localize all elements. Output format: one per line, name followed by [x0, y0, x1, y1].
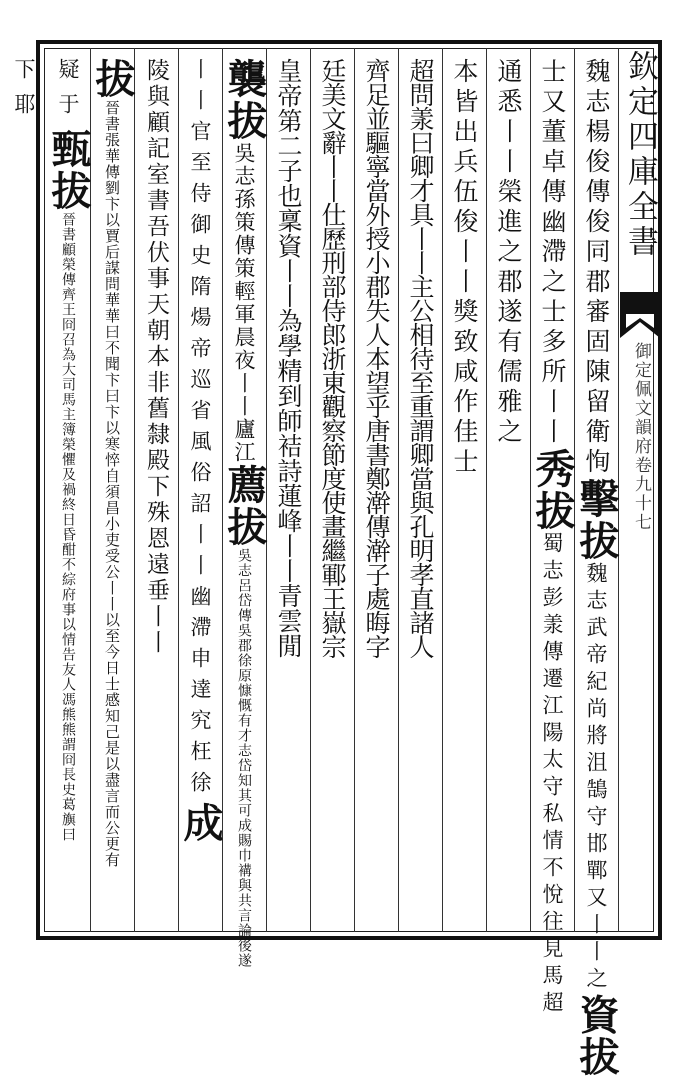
column-text: 疑于 — [56, 58, 80, 128]
text-column-11 — [134, 58, 178, 928]
text-column-7 — [310, 58, 354, 928]
column-text: 超問羕曰卿才具丨丨主公相待至重謂卿當與孔明孝直諸人 — [406, 58, 435, 658]
text-column-8 — [266, 58, 310, 928]
column-text: 魏志楊俊傳俊同郡審固陳留衛恂 — [582, 58, 611, 478]
book-title-text: 欽定四庫全書 — [622, 50, 658, 260]
text-column-12 — [90, 58, 134, 928]
text-column-4 — [442, 58, 486, 928]
text-column-2 — [529, 58, 576, 1018]
column-text: 蜀志彭羕傳遷江陽太守私情不悅往見馬超 — [540, 532, 564, 1018]
column-text: 陵與顧記室書吾伏事天朝本非舊隸殿下殊恩遠垂丨丨 — [143, 58, 169, 656]
column-text: 本皆出兵伍俊丨丨獎致咸作佳士 — [450, 58, 479, 478]
column-text: 廷美文辭丨丨仕歷刑部侍郎浙東觀察節度使畫繼鄆王嶽宗 — [318, 58, 347, 658]
entry-heading: 資拔 — [573, 994, 620, 1078]
entry-heading: 擊拔 — [573, 478, 620, 562]
text-column-14 — [2, 58, 42, 928]
text-column-13 — [46, 58, 90, 928]
text-column-9 — [221, 58, 268, 968]
column-text: 吳志呂岱傳吳郡徐原慷慨有才志岱知其可成賜巾褠與共言論後遂 — [236, 548, 252, 968]
volume-label — [624, 342, 658, 542]
column-text: 丨丨官至侍御史隋煬帝巡省風俗詔丨丨幽滯申達究枉徐 — [188, 58, 212, 802]
text-column-10 — [178, 58, 222, 928]
entry-heading: 襲拔 — [221, 58, 268, 142]
text-column-6 — [354, 58, 398, 928]
column-text: 皇帝第二子也稟資丨丨為學精到師袺詩蓮峰丨丨青雲閒 — [274, 58, 303, 658]
text-column-5 — [398, 58, 442, 928]
book-title — [618, 50, 662, 300]
entry-heading: 甄拔 — [45, 128, 92, 212]
text-column-1 — [573, 58, 620, 1078]
column-text: 士又董卓傳幽滯之士多所丨丨 — [538, 58, 567, 448]
column-text: 下耶 — [12, 58, 36, 128]
column-text: 晉書張華傳劉卞以賈后謀問華華曰不聞卞曰卞以寒悴自須昌小吏受公丨丨以至今日士感知己是以盡言而公更有 — [103, 100, 121, 868]
volume-text: 卷九十七 — [631, 456, 651, 532]
column-text: 吳志孫策傳策輕軍晨夜丨丨廬江 — [232, 142, 256, 464]
entry-heading: 秀拔 — [529, 448, 576, 532]
text-column-3 — [486, 58, 530, 928]
column-text: 通悉丨丨榮進之郡遂有儒雅之 — [494, 58, 523, 448]
column-text: 魏志武帝紀尚將沮鵠守邯鄲又丨丨之 — [584, 562, 608, 994]
column-text: 齊足並驅寧當外授小郡失人本望乎唐書鄭澣傳澣子處晦字 — [362, 58, 391, 658]
column-text: 晉書顧榮傳齊王冏召為大司馬主簿榮懼及禍終日昏酣不綜府事以情告友人馮熊熊謂冏長史葛旟曰 — [60, 212, 76, 842]
fishtail-mark-icon — [620, 292, 660, 338]
entry-heading: 成 — [177, 802, 224, 844]
side-title-text: 御定佩文韻府 — [631, 342, 651, 456]
entry-heading: 拔 — [89, 58, 136, 100]
entry-heading: 薦拔 — [221, 464, 268, 548]
